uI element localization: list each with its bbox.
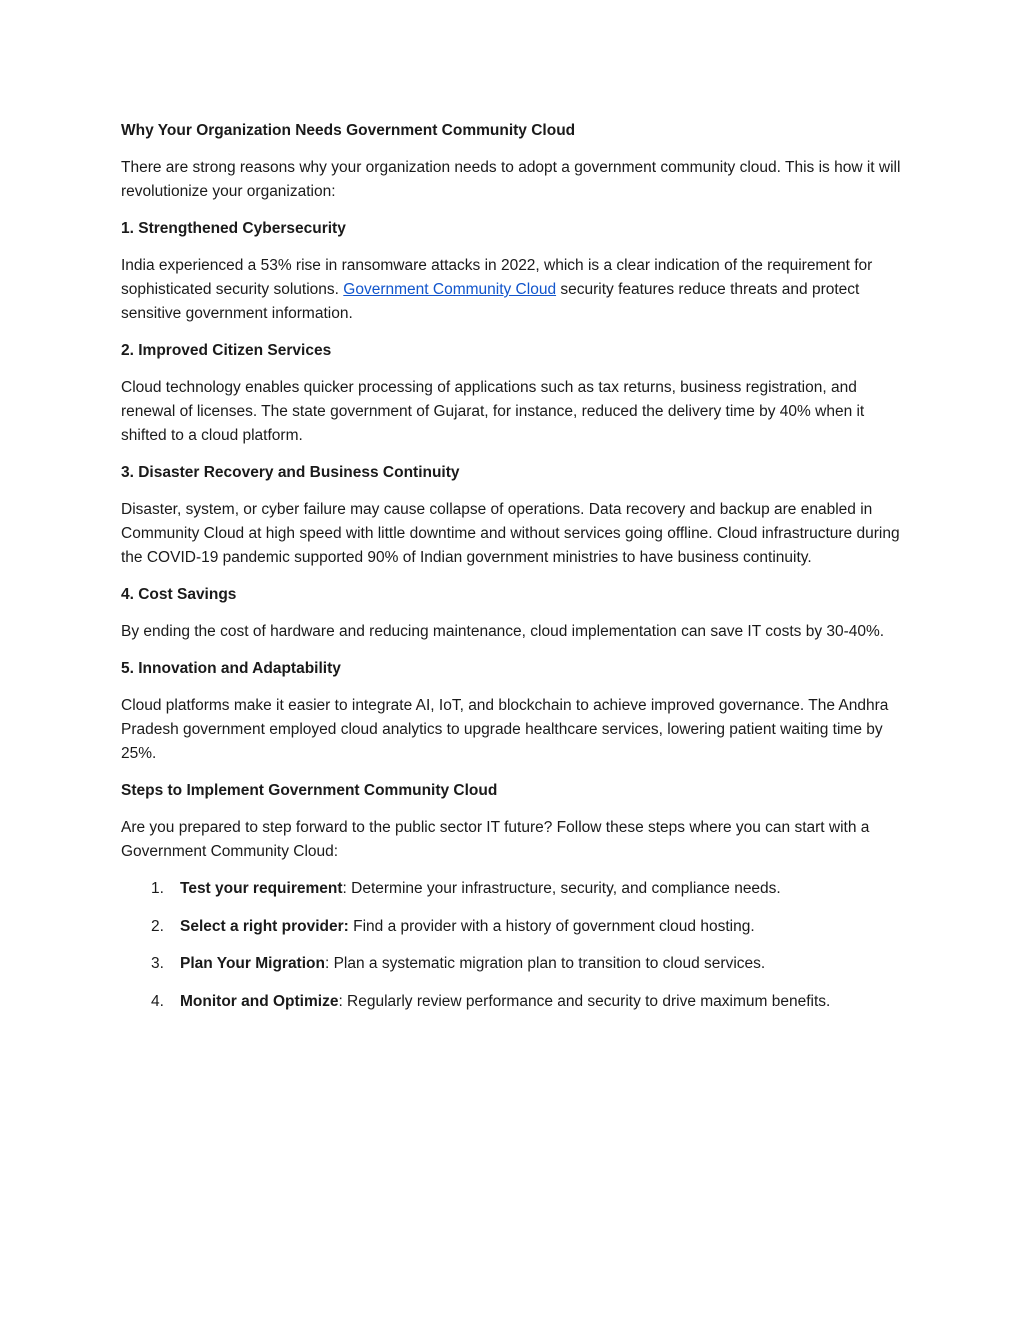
section-paragraph: By ending the cost of hardware and reducing maintenance, cloud implementation can save IT costs by 30-40%. (121, 623, 885, 640)
list-number: 3. (151, 955, 164, 972)
step-term: Test your requirement (180, 880, 343, 897)
list-item (121, 877, 911, 901)
list-number: 1. (151, 880, 164, 897)
step-text: Find a provider with a history of government cloud hosting. (348, 917, 755, 935)
section-heading: 4. Cost Savings (121, 586, 237, 603)
section-paragraph (121, 254, 911, 326)
section-heading: 1. Strengthened Cybersecurity (121, 220, 346, 237)
steps-heading: Steps to Implement Government Community Cloud (121, 782, 498, 799)
section-text: security features reduce threats and protect sensitive government information. (121, 281, 860, 322)
step-term: Plan Your Migration (180, 955, 325, 972)
intro-paragraph: There are strong reasons why your organization needs to adopt a government community cloud. This is how it will revolutionize your organization: (121, 159, 901, 200)
step-term: Monitor and Optimize (180, 992, 339, 1010)
section-heading: 2. Improved Citizen Services (121, 342, 332, 359)
list-item (121, 952, 911, 976)
section-paragraph: Cloud technology enables quicker processing of applications such as tax returns, business registration, and renewal of licenses. The state government of Gujarat, for instance, reduced the delivery time by 40% when it shifted to a cloud platform. (121, 379, 865, 444)
step-text: : Plan a systematic migration plan to transition to cloud services. (324, 955, 766, 972)
document-title: Why Your Organization Needs Government Community Cloud (121, 122, 576, 139)
section-heading: 5. Innovation and Adaptability (121, 660, 341, 677)
step-text: : Determine your infrastructure, security, and compliance needs. (342, 880, 781, 897)
government-community-cloud-link[interactable]: Government Community Cloud (343, 281, 557, 298)
steps-list (121, 877, 911, 1014)
step-text: : Regularly review performance and security to drive maximum benefits. (338, 992, 831, 1010)
list-number: 2. (151, 917, 164, 935)
list-item (121, 990, 911, 1014)
list-number: 4. (151, 992, 164, 1010)
document-page (121, 119, 911, 1027)
steps-intro: Are you prepared to step forward to the public sector IT future? Follow these steps where you can start with a Government Community Cloud: (121, 819, 870, 860)
section-heading: 3. Disaster Recovery and Business Continuity (121, 464, 460, 481)
section-paragraph: Disaster, system, or cyber failure may cause collapse of operations. Data recovery and backup are enabled in Community Cloud at high speed with little downtime and without services going offline. Cloud infrastructure during the COVID-19 pandemic supported 90% of Indian government ministries to have business continuity. (121, 501, 900, 566)
step-term: Select a right provider: (180, 917, 349, 935)
list-item (121, 915, 911, 939)
section-text: India experienced a 53% rise in ransomware attacks in 2022, which is a clear indication of the requirement for sophisticated security solutions. (121, 257, 873, 298)
section-paragraph: Cloud platforms make it easier to integrate AI, IoT, and blockchain to achieve improved governance. The Andhra Pradesh government employed cloud analytics to upgrade healthcare services, lowering patient waiting time by 25%. (121, 697, 889, 762)
